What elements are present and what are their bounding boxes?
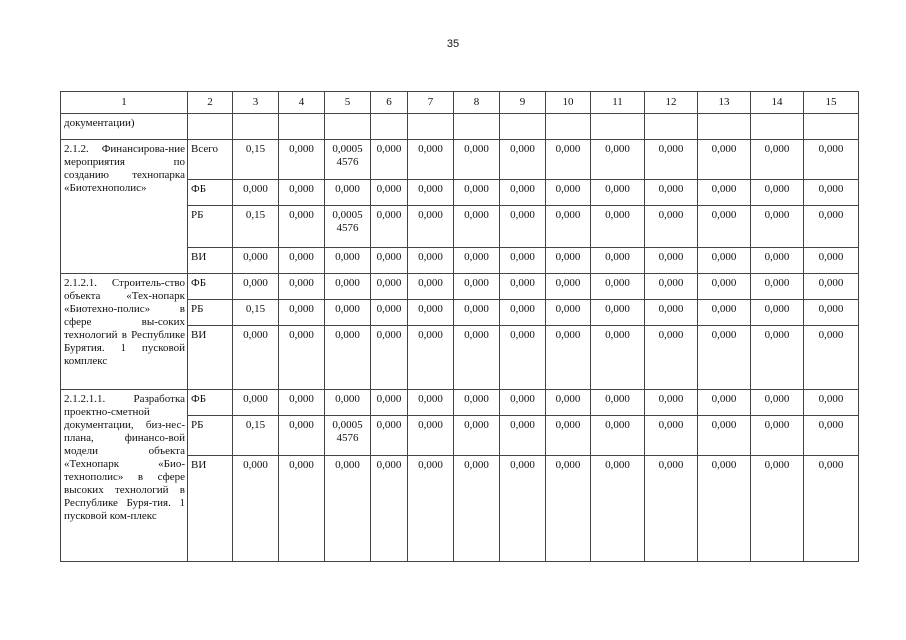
row-type-cell: ВИ [188, 456, 233, 562]
header-cell-3: 3 [233, 92, 279, 114]
table-row [61, 390, 859, 416]
value-cell: 0,000 [591, 274, 645, 300]
value-cell: 0,000 [546, 390, 591, 416]
value-cell: 0,000 [500, 206, 546, 248]
header-cell-8: 8 [454, 92, 500, 114]
value-cell: 0,000 [279, 456, 325, 562]
value-cell: 0,000 [371, 300, 408, 326]
value-cell: 0,000 [546, 180, 591, 206]
value-cell: 0,15 [233, 300, 279, 326]
value-cell: 0,15 [233, 416, 279, 456]
value-cell: 0,000 [698, 274, 751, 300]
budget-table [60, 91, 859, 562]
value-cell: 0,000 [698, 140, 751, 180]
value-cell: 0,000 [325, 326, 371, 390]
value-cell: 0,000 [591, 180, 645, 206]
value-cell: 0,000 [804, 140, 859, 180]
value-cell [591, 114, 645, 140]
value-cell: 0,000 [546, 248, 591, 274]
header-cell-14: 14 [751, 92, 804, 114]
value-cell: 0,000 [546, 140, 591, 180]
value-cell: 0,000 [645, 206, 698, 248]
row-type-cell: ФБ [188, 390, 233, 416]
value-cell [233, 114, 279, 140]
header-cell-1: 1 [61, 92, 188, 114]
value-cell: 0,000 [500, 456, 546, 562]
value-cell: 0,000 [371, 390, 408, 416]
value-cell: 0,000 [591, 248, 645, 274]
header-cell-12: 12 [645, 92, 698, 114]
value-cell: 0,000 [591, 416, 645, 456]
value-cell: 0,000 [454, 416, 500, 456]
value-cell: 0,000 [371, 416, 408, 456]
value-cell: 0,000 [454, 326, 500, 390]
value-cell: 0,000 [591, 326, 645, 390]
value-cell: 0,000 [233, 274, 279, 300]
value-cell [454, 114, 500, 140]
value-cell: 0,000 [454, 140, 500, 180]
value-cell: 0,000 [804, 180, 859, 206]
value-cell: 0,000 [698, 180, 751, 206]
value-cell: 0,000 [371, 274, 408, 300]
value-cell [325, 114, 371, 140]
value-cell: 0,000 [279, 274, 325, 300]
value-cell: 0,000 [804, 456, 859, 562]
row-type-cell: РБ [188, 416, 233, 456]
header-cell-4: 4 [279, 92, 325, 114]
value-cell: 0,000 [279, 416, 325, 456]
value-cell: 0,000 [591, 140, 645, 180]
row-type-cell: ФБ [188, 180, 233, 206]
value-cell: 0,000 [454, 248, 500, 274]
value-cell: 0,000 [325, 390, 371, 416]
value-cell: 0,000 [645, 390, 698, 416]
value-cell: 0,000 [804, 416, 859, 456]
value-cell: 0,000 [804, 300, 859, 326]
value-cell: 0,000 [546, 206, 591, 248]
value-cell: 0,000 [408, 248, 454, 274]
value-cell [546, 114, 591, 140]
value-cell: 0,000 [408, 180, 454, 206]
row-type-cell: Всего [188, 140, 233, 180]
value-cell: 0,000 [325, 248, 371, 274]
value-cell: 0,000 [500, 140, 546, 180]
table-row [61, 114, 859, 140]
value-cell: 0,000 [233, 180, 279, 206]
value-cell: 0,000 [751, 274, 804, 300]
value-cell: 0,000 [645, 416, 698, 456]
value-cell: 0,000 [454, 180, 500, 206]
value-cell: 0,000 [751, 456, 804, 562]
value-cell: 0,000 [408, 456, 454, 562]
header-row [61, 92, 859, 114]
header-cell-2: 2 [188, 92, 233, 114]
header-cell-13: 13 [698, 92, 751, 114]
value-cell: 0,0005 4576 [325, 140, 371, 180]
value-cell: 0,000 [408, 140, 454, 180]
row-type-cell: РБ [188, 300, 233, 326]
value-cell: 0,000 [698, 248, 751, 274]
value-cell [751, 114, 804, 140]
value-cell: 0,000 [591, 300, 645, 326]
value-cell: 0,000 [698, 300, 751, 326]
value-cell: 0,000 [279, 326, 325, 390]
value-cell: 0,000 [751, 326, 804, 390]
value-cell: 0,000 [454, 456, 500, 562]
value-cell: 0,15 [233, 140, 279, 180]
value-cell: 0,000 [751, 390, 804, 416]
value-cell: 0,000 [454, 206, 500, 248]
value-cell: 0,000 [233, 390, 279, 416]
header-cell-10: 10 [546, 92, 591, 114]
value-cell [500, 114, 546, 140]
value-cell: 0,000 [804, 274, 859, 300]
value-cell: 0,000 [645, 274, 698, 300]
value-cell: 0,000 [500, 390, 546, 416]
value-cell: 0,000 [325, 456, 371, 562]
value-cell: 0,0005 4576 [325, 206, 371, 248]
value-cell: 0,000 [500, 300, 546, 326]
value-cell: 0,000 [325, 274, 371, 300]
value-cell: 0,000 [500, 248, 546, 274]
value-cell: 0,000 [698, 390, 751, 416]
value-cell: 0,000 [454, 390, 500, 416]
value-cell: 0,000 [279, 140, 325, 180]
value-cell: 0,000 [546, 274, 591, 300]
value-cell: 0,000 [698, 206, 751, 248]
row-type-cell: ВИ [188, 326, 233, 390]
row-label-cell: 2.1.2.1. Строитель-ство объекта «Тех-нопарк «Биотехно-полис» в сфере вы-соких технологий в Республике Бурятия. 1 пусковой комплекс [61, 274, 188, 390]
value-cell: 0,000 [233, 248, 279, 274]
value-cell: 0,000 [804, 326, 859, 390]
value-cell: 0,000 [698, 456, 751, 562]
value-cell: 0,000 [500, 326, 546, 390]
value-cell: 0,000 [591, 206, 645, 248]
value-cell: 0,000 [591, 456, 645, 562]
value-cell: 0,000 [279, 248, 325, 274]
table-row [61, 274, 859, 300]
value-cell: 0,000 [500, 274, 546, 300]
value-cell: 0,000 [645, 456, 698, 562]
value-cell: 0,000 [371, 456, 408, 562]
value-cell: 0,000 [371, 180, 408, 206]
row-type-cell: РБ [188, 206, 233, 248]
header-cell-5: 5 [325, 92, 371, 114]
value-cell: 0,000 [751, 206, 804, 248]
row-type-cell: ВИ [188, 248, 233, 274]
value-cell: 0,000 [408, 300, 454, 326]
value-cell: 0,000 [751, 416, 804, 456]
value-cell: 0,15 [233, 206, 279, 248]
value-cell: 0,000 [751, 140, 804, 180]
value-cell: 0,000 [698, 326, 751, 390]
value-cell [408, 114, 454, 140]
value-cell: 0,0005 4576 [325, 416, 371, 456]
row-type-cell: ФБ [188, 274, 233, 300]
value-cell: 0,000 [751, 300, 804, 326]
value-cell: 0,000 [454, 274, 500, 300]
header-cell-9: 9 [500, 92, 546, 114]
row-type-cell [188, 114, 233, 140]
value-cell: 0,000 [804, 248, 859, 274]
value-cell: 0,000 [279, 300, 325, 326]
value-cell: 0,000 [325, 180, 371, 206]
value-cell: 0,000 [233, 326, 279, 390]
value-cell [804, 114, 859, 140]
value-cell: 0,000 [751, 248, 804, 274]
value-cell: 0,000 [500, 180, 546, 206]
value-cell: 0,000 [408, 390, 454, 416]
header-cell-7: 7 [408, 92, 454, 114]
value-cell [279, 114, 325, 140]
value-cell [645, 114, 698, 140]
value-cell: 0,000 [591, 390, 645, 416]
value-cell: 0,000 [233, 456, 279, 562]
value-cell: 0,000 [546, 456, 591, 562]
value-cell: 0,000 [546, 416, 591, 456]
header-cell-15: 15 [804, 92, 859, 114]
value-cell: 0,000 [371, 248, 408, 274]
value-cell: 0,000 [371, 326, 408, 390]
row-label-cell: 2.1.2. Финансирова-ние мероприятия по созданию технопарка «Биотехнополис» [61, 140, 188, 274]
value-cell: 0,000 [546, 300, 591, 326]
header-cell-11: 11 [591, 92, 645, 114]
value-cell: 0,000 [804, 390, 859, 416]
value-cell: 0,000 [371, 140, 408, 180]
value-cell: 0,000 [325, 300, 371, 326]
value-cell: 0,000 [645, 180, 698, 206]
page-number: 35 [446, 38, 460, 50]
header-cell-6: 6 [371, 92, 408, 114]
value-cell: 0,000 [546, 326, 591, 390]
value-cell: 0,000 [804, 206, 859, 248]
value-cell: 0,000 [645, 326, 698, 390]
value-cell: 0,000 [371, 206, 408, 248]
value-cell: 0,000 [645, 140, 698, 180]
value-cell: 0,000 [408, 416, 454, 456]
value-cell: 0,000 [279, 390, 325, 416]
value-cell: 0,000 [454, 300, 500, 326]
row-label-cell: документации) [61, 114, 188, 140]
value-cell [698, 114, 751, 140]
value-cell: 0,000 [279, 206, 325, 248]
value-cell: 0,000 [408, 326, 454, 390]
value-cell: 0,000 [279, 180, 325, 206]
value-cell: 0,000 [408, 206, 454, 248]
value-cell: 0,000 [408, 274, 454, 300]
value-cell [371, 114, 408, 140]
value-cell: 0,000 [698, 416, 751, 456]
value-cell: 0,000 [645, 248, 698, 274]
value-cell: 0,000 [751, 180, 804, 206]
table-row [61, 140, 859, 180]
value-cell: 0,000 [645, 300, 698, 326]
value-cell: 0,000 [500, 416, 546, 456]
row-label-cell: 2.1.2.1.1. Разработка проектно-сметной документации, биз-нес-плана, финансо-вой модели объекта «Технопарк «Био-технополис» в сфере высоких технологий в Республике Буря-тия. 1 пусковой ком-плекс [61, 390, 188, 562]
